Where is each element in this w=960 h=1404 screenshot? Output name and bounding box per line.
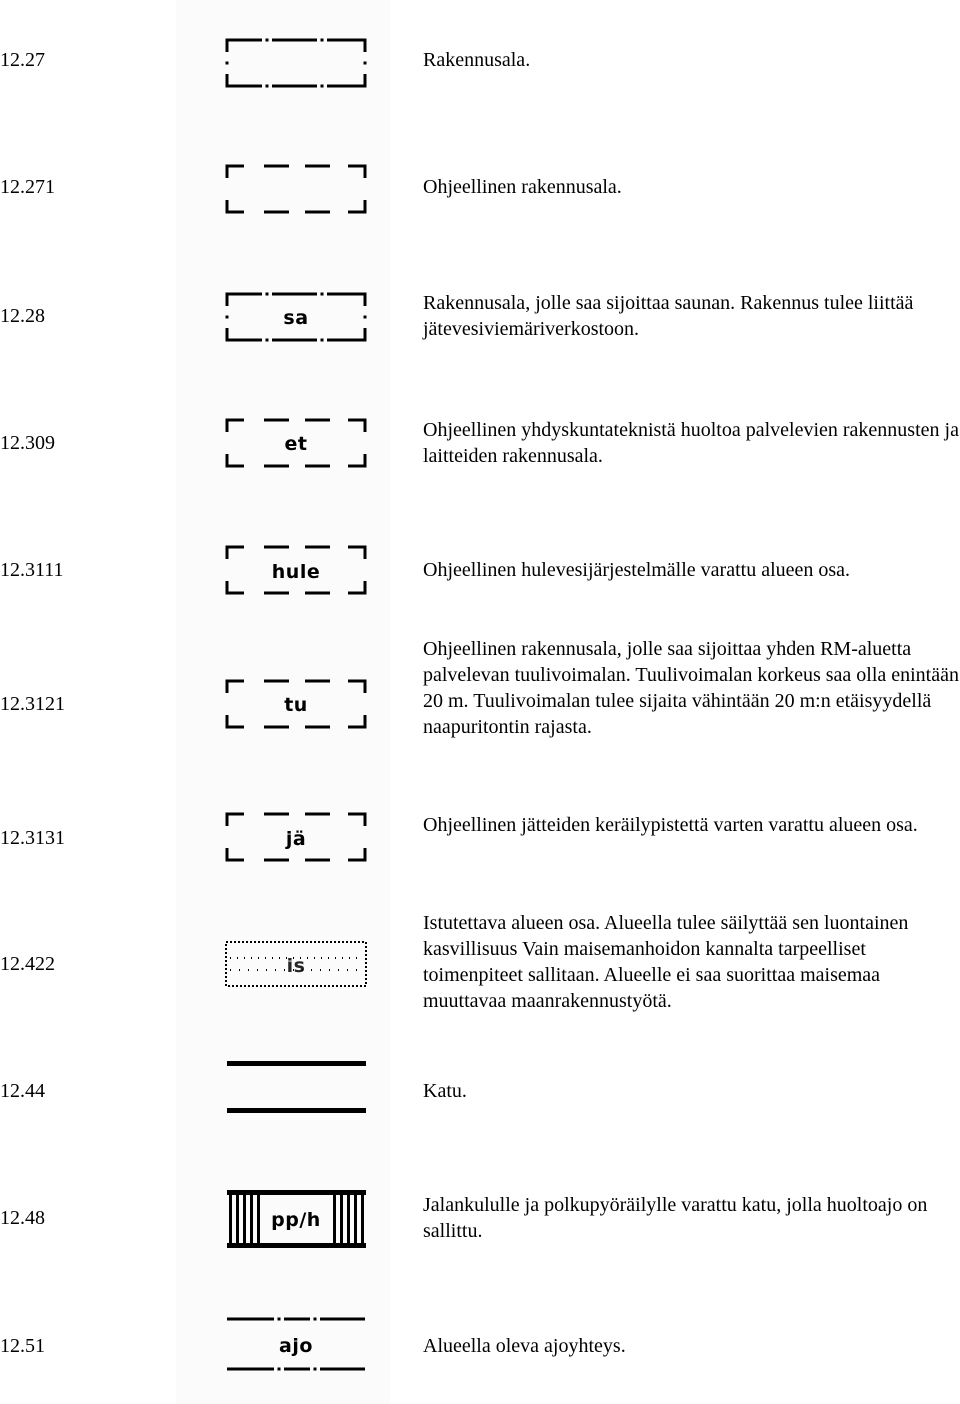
building-area-symbol (222, 36, 372, 90)
symbol-label: tu (284, 694, 308, 716)
row-code: 12.3121 (0, 693, 65, 715)
pedestrian-cycle-street-symbol (222, 1188, 372, 1250)
symbol-label: ajo (279, 1335, 313, 1357)
driveway-symbol (222, 1314, 372, 1374)
symbol-label: pp/h (271, 1209, 321, 1231)
row-description: Ohjeellinen rakennusala. (423, 176, 622, 198)
symbol-label: et (284, 433, 308, 455)
wind-turbine-area-symbol (222, 677, 372, 731)
row-code: 12.27 (0, 49, 45, 71)
row-description: Ohjeellinen jätteiden keräilypistettä varten varattu alueen osa. (423, 814, 918, 836)
row-description: Ohjeellinen rakennusala, jolle saa sijoittaa yhden RM-aluetta palvelevan tuulivoimalan. Tuulivoimalan korkeus saa olla enintään 20 m. Tuulivoimalan tulee sijaita vähintään 20 m:n etäisyydellä naapuritontin rajasta. (423, 638, 959, 738)
row-code: 12.3131 (0, 827, 65, 849)
symbol-label: jä (285, 828, 307, 850)
street-symbol (222, 1058, 372, 1118)
symbol-label: is (286, 955, 306, 977)
row-description: Jalankululle ja polkupyöräilylle varattu katu, jolla huoltoajo on sallittu. (423, 1194, 928, 1242)
waste-collection-area-symbol (222, 810, 372, 864)
row-code: 12.422 (0, 953, 55, 975)
row-description: Istutettava alueen osa. Alueella tulee säilyttää sen luontainen kasvillisuus Vain maisemanhoidon kannalta tarpeelliset toimenpiteet sallitaan. Alueelle ei saa suorittaa maisemaa muuttavaa maanrakennustyötä. (423, 912, 909, 1012)
row-description: Ohjeellinen yhdyskuntateknistä huoltoa palvelevien rakennusten ja laitteiden rakennusala. (423, 419, 959, 467)
row-code: 12.3111 (0, 559, 64, 581)
row-description: Ohjeellinen hulevesijärjestelmälle varattu alueen osa. (423, 559, 851, 581)
row-code: 12.48 (0, 1207, 45, 1229)
planting-area-symbol (222, 938, 372, 990)
row-description: Rakennusala, jolle saa sijoittaa saunan. Rakennus tulee liittää jätevesiviemäriverkostoon. (423, 292, 914, 340)
row-code: 12.271 (0, 176, 55, 198)
row-description: Katu. (423, 1080, 467, 1102)
row-code: 12.51 (0, 1335, 45, 1357)
technical-maintenance-area-symbol (222, 416, 372, 470)
row-code: 12.28 (0, 305, 45, 327)
sauna-building-area-symbol (222, 290, 372, 344)
symbol-label: sa (283, 307, 309, 329)
symbol-label: hule (271, 561, 321, 583)
row-description: Rakennusala. (423, 49, 531, 71)
indicative-building-area-symbol (222, 162, 372, 216)
row-description: Alueella oleva ajoyhteys. (423, 1335, 626, 1357)
stormwater-area-symbol (222, 543, 372, 597)
row-code: 12.309 (0, 432, 55, 454)
row-code: 12.44 (0, 1080, 45, 1102)
